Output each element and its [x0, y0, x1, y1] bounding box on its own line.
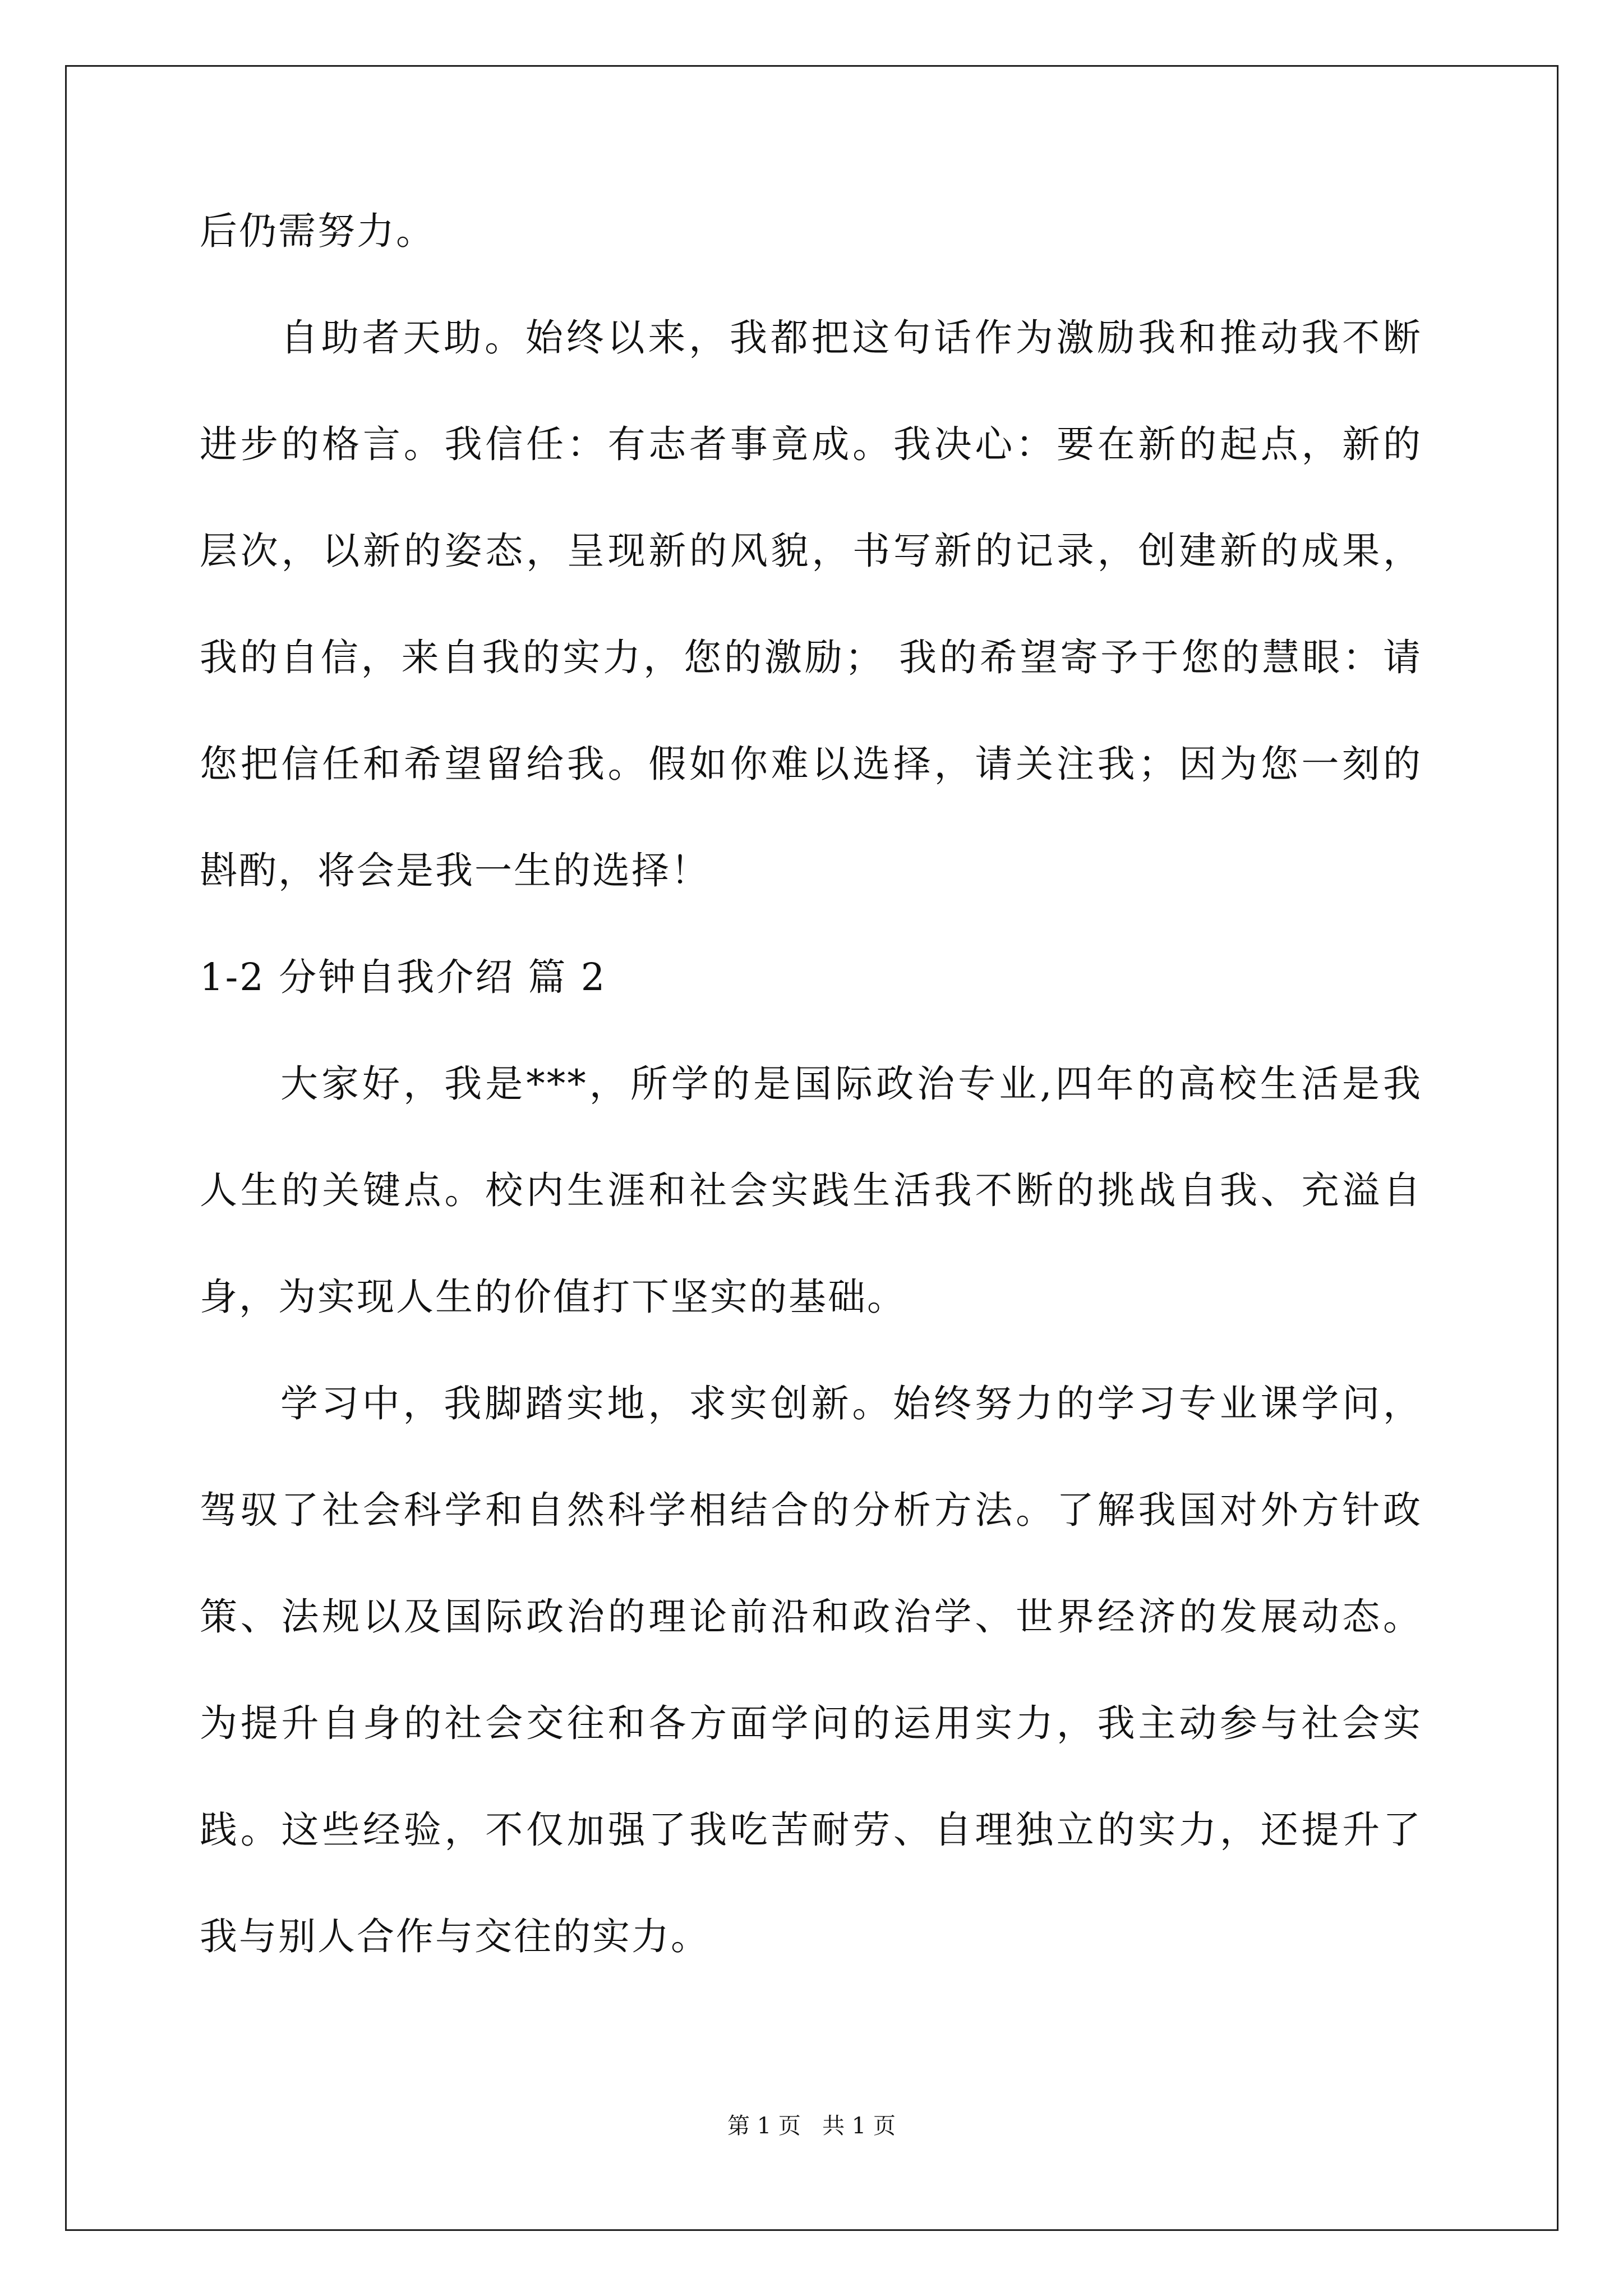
- paragraph-line: 进步的格言。我信任：有志者事竟成。我决心：要在新的起点，新的: [200, 422, 1422, 466]
- paragraph-line: 身，为实现人生的价值打下坚实的基础。: [200, 1275, 906, 1319]
- paragraph-line: 为提升自身的社会交往和各方面学问的运用实力，我主动参与社会实: [200, 1701, 1422, 1745]
- page-number-footer: 第 1 页 共 1 页: [727, 2113, 896, 2139]
- paragraph-line: 后仍需努力。: [200, 209, 435, 253]
- paragraph-line: 驾驭了社会科学和自然科学相结合的分析方法。了解我国对外方针政: [200, 1488, 1422, 1532]
- paragraph-line: 自助者天助。始终以来，我都把这句话作为激励我和推动我不断: [280, 316, 1422, 360]
- paragraph-line: 我与别人合作与交往的实力。: [200, 1915, 710, 1958]
- paragraph-line: 大家好，我是***，所学的是国际政治专业,四年的高校生活是我: [280, 1062, 1422, 1106]
- paragraph-line: 学习中，我脚踏实地，求实创新。始终努力的学习专业课学问，: [280, 1382, 1422, 1425]
- paragraph-line: 人生的关键点。校内生涯和社会实践生活我不断的挑战自我、充溢自: [200, 1168, 1422, 1212]
- paragraph-line: 您把信任和希望留给我。假如你难以选择，请关注我；因为您一刻的: [200, 742, 1422, 786]
- paragraph-line: 斟酌，将会是我一生的选择！: [200, 849, 710, 892]
- paragraph-line: 我的自信，来自我的实力，您的激励； 我的希望寄予于您的慧眼：请: [200, 636, 1422, 679]
- section-heading: 1-2 分钟自我介绍 篇 2: [200, 955, 607, 999]
- paragraph-line: 层次，以新的姿态，呈现新的风貌，书写新的记录，创建新的成果，: [200, 529, 1422, 573]
- paragraph-line: 策、法规以及国际政治的理论前沿和政治学、世界经济的发展动态。: [200, 1595, 1422, 1639]
- paragraph-line: 践。这些经验，不仅加强了我吃苦耐劳、自理独立的实力，还提升了: [200, 1808, 1422, 1852]
- page-frame: [65, 65, 1559, 2231]
